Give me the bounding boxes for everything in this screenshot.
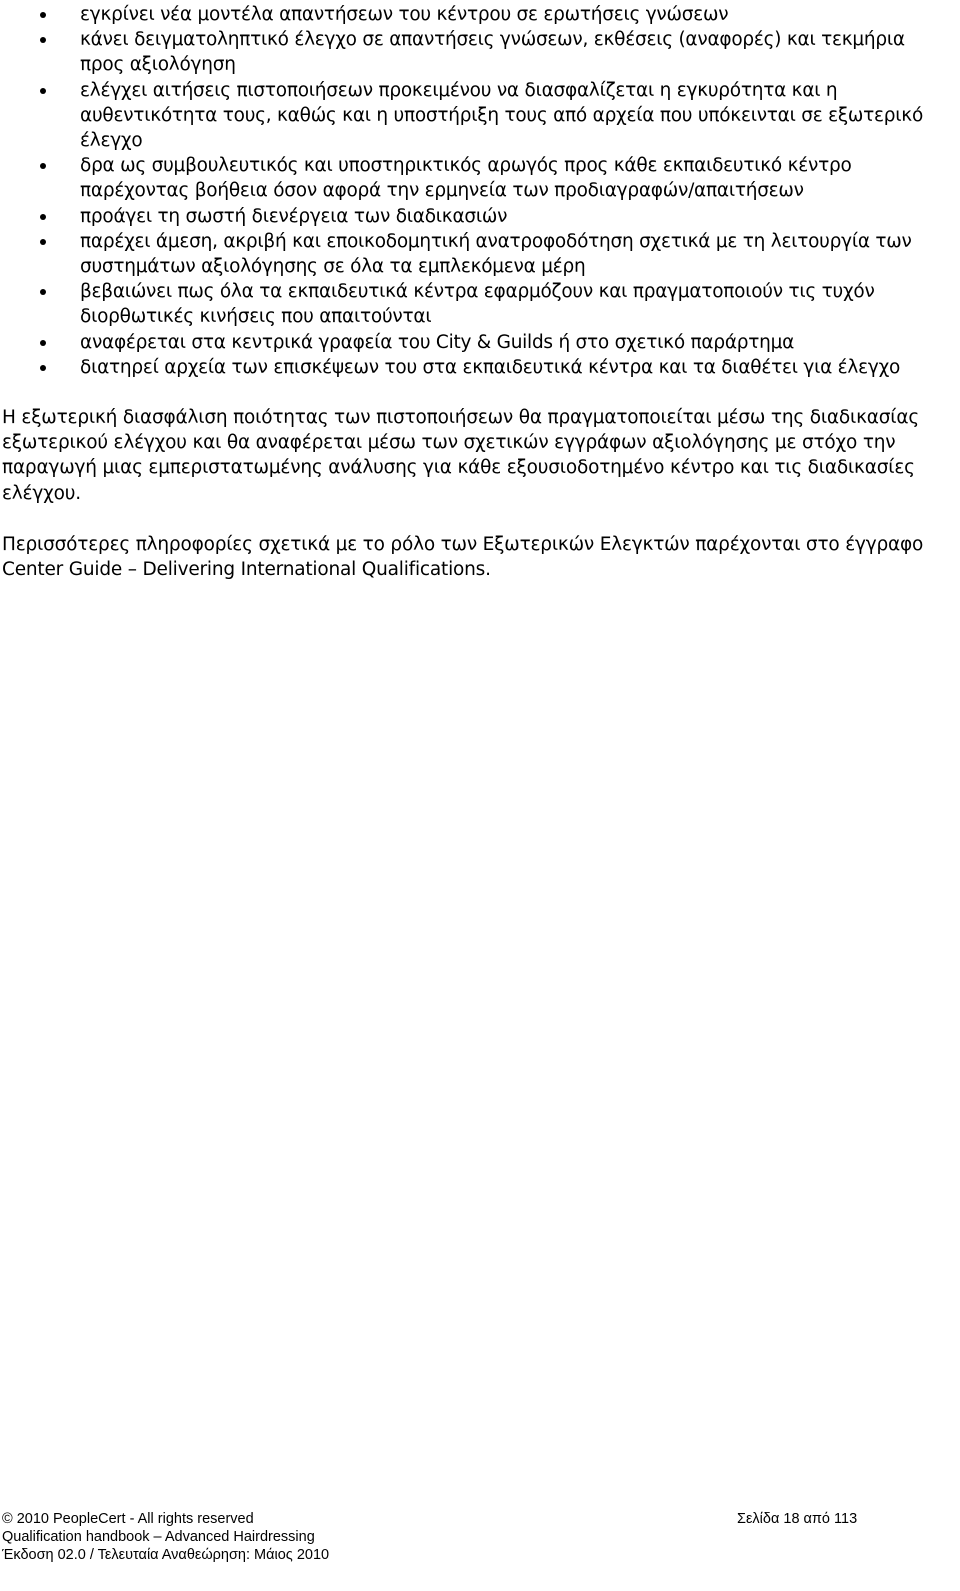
more-info-paragraph: Περισσότερες πληροφορίες σχετικά με το ρόλο των Εξωτερικών Ελεγκτών παρέχονται στο έγγραφο Center Guide – Delivering International Qualifications. bbox=[2, 534, 924, 581]
list-item-text: παρέχει άμεση, ακριβή και εποικοδομητική ανατροφοδότηση σχετικά με τη λειτουργία των συστημάτων αξιολόγησης σε όλα τα εμπλεκόμενα μέρη bbox=[80, 230, 912, 278]
list-item bbox=[0, 2, 950, 27]
list-item-text: αναφέρεται στα κεντρικά γραφεία του City & Guilds ή στο σχετικό παράρτημα bbox=[80, 331, 795, 353]
list-item bbox=[0, 229, 950, 279]
bullet-icon bbox=[40, 37, 46, 43]
bullet-icon bbox=[40, 88, 46, 94]
list-item-text: διατηρεί αρχεία των επισκέψεων του στα εκπαιδευτικά κέντρα και τα διαθέτει για έλεγχο bbox=[80, 356, 901, 378]
list-item bbox=[0, 279, 950, 329]
footer-copyright: © 2010 PeopleCert - All rights reserved bbox=[2, 1511, 254, 1527]
footer-handbook-title: Qualification handbook – Advanced Hairdressing bbox=[2, 1529, 315, 1545]
list-item bbox=[0, 78, 950, 154]
bullet-icon bbox=[40, 340, 46, 346]
footer-page-number: Σελίδα 18 από 113 bbox=[737, 1511, 858, 1527]
bullet-icon bbox=[40, 239, 46, 245]
list-item-text: εγκρίνει νέα μοντέλα απαντήσεων του κέντρου σε ερωτήσεις γνώσεων bbox=[80, 4, 729, 25]
list-item-text: βεβαιώνει πως όλα τα εκπαιδευτικά κέντρα εφαρμόζουν και πραγματοποιούν τις τυχόν διορθωτικές κινήσεις που απαιτούνται bbox=[80, 281, 875, 328]
list-item bbox=[0, 330, 950, 355]
list-item bbox=[0, 204, 950, 229]
list-item bbox=[0, 153, 950, 203]
list-item-text: ελέγχει αιτήσεις πιστοποιήσεων προκειμένου να διασφαλίζεται η εγκυρότητα και η αυθεντικότητα τους, καθώς και η υποστήριξη τους από αρχεία που υπόκεινται σε εξωτερικό έλεγχο bbox=[80, 79, 924, 152]
footer-version: Έκδοση 02.0 / Τελευταία Αναθεώρηση: Μάιος 2010 bbox=[2, 1547, 330, 1563]
bullet-icon bbox=[40, 365, 46, 371]
bullet-icon bbox=[40, 214, 46, 220]
page-footer bbox=[2, 1510, 882, 1564]
list-item bbox=[0, 27, 950, 77]
list-item bbox=[0, 355, 950, 380]
responsibilities-list bbox=[0, 2, 950, 380]
list-item-text: κάνει δειγματοληπτικό έλεγχο σε απαντήσεις γνώσεων, εκθέσεις (αναφορές) και τεκμήρια προς αξιολόγηση bbox=[80, 29, 905, 76]
list-item-text: δρα ως συμβουλευτικός και υποστηρικτικός αρωγός προς κάθε εκπαιδευτικό κέντρο παρέχοντας βοήθεια όσον αφορά την ερμηνεία των προδιαγραφών/απαιτήσεων bbox=[80, 155, 852, 202]
bullet-icon bbox=[40, 163, 46, 169]
bullet-icon bbox=[40, 12, 46, 18]
quality-assurance-paragraph: Η εξωτερική διασφάλιση ποιότητας των πιστοποιήσεων θα πραγματοποιείται μέσω της διαδικασίας εξωτερικού ελέγχου και θα αναφέρεται μέσω των σχετικών εγγράφων αξιολόγησης με στόχο την παραγωγή μιας εμπεριστατωμένης ανάλυσης για κάθε εξουσιοδοτημένο κέντρο και τις διαδικασίες ελέγχου. bbox=[2, 407, 919, 504]
bullet-icon bbox=[40, 289, 46, 295]
list-item-text: προάγει τη σωστή διενέργεια των διαδικασιών bbox=[80, 205, 508, 227]
